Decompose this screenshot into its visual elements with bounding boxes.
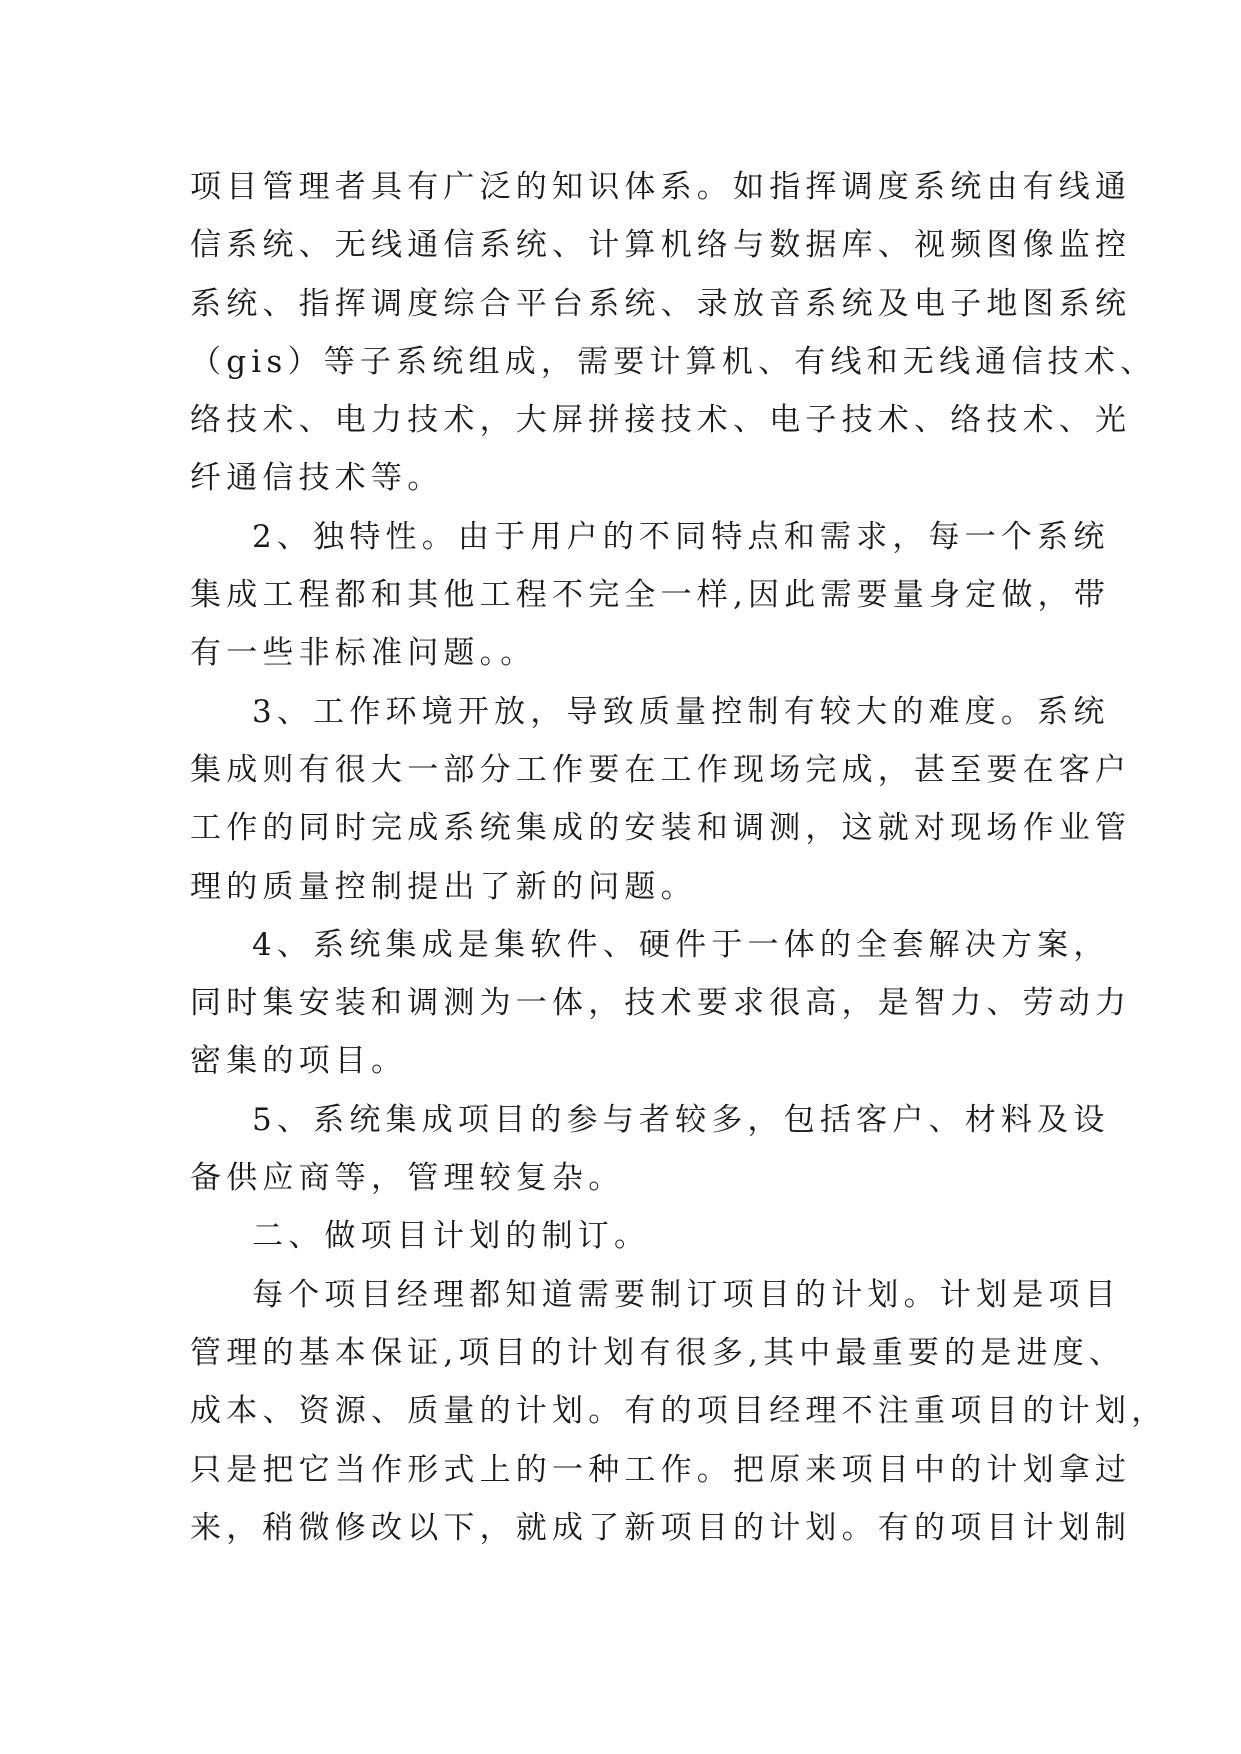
text-line: 络技术、电力技术，大屏拼接技术、电子技术、络技术、光 — [190, 402, 1132, 439]
text-line: 理的质量控制提出了新的问题。 — [190, 868, 697, 905]
text-line: 4、系统集成是集软件、硬件于一体的全套解决方案， — [252, 926, 1110, 963]
text-line: 项目管理者具有广泛的知识体系。如指挥调度系统由有线通 — [190, 169, 1132, 205]
document-body — [190, 158, 1168, 1557]
text-line: 集成则有很大一部分工作要在工作现场完成，甚至要在客户 — [190, 751, 1132, 788]
text-line: 有一些非标准问题。。 — [190, 635, 537, 672]
text-line: 3、工作环境开放，导致质量控制有较大的难度。系统 — [252, 693, 1110, 730]
text-line: 二、做项目计划的制订。 — [252, 1218, 651, 1255]
text-line: 成本、资源、质量的计划。有的项目经理不注重项目的计划， — [190, 1393, 1168, 1430]
text-line: 系统、指挥调度综合平台系统、录放音系统及电子地图系统 — [190, 285, 1132, 322]
text-line: 信系统、无线通信系统、计算机络与数据库、视频图像监控 — [190, 227, 1132, 264]
text-line: 2、独特性。由于用户的不同特点和需求，每一个系统 — [252, 518, 1110, 555]
text-line: 密集的项目。 — [190, 1043, 408, 1080]
text-line: 集成工程都和其他工程不完全一样,因此需要量身定做，带 — [190, 577, 1111, 614]
text-line: 工作的同时完成系统集成的安装和调测，这就对现场作业管 — [190, 810, 1132, 847]
text-line: 同时集安装和调测为一体，技术要求很高，是智力、劳动力 — [190, 985, 1132, 1022]
text-line: 管理的基本保证,项目的计划有很多,其中最重要的是进度、 — [190, 1334, 1126, 1371]
text-line: 5、系统集成项目的参与者较多，包括客户、材料及设 — [252, 1101, 1110, 1138]
text-line: 来，稍微修改以下，就成了新项目的计划。有的项目计划制 — [190, 1509, 1132, 1546]
text-line: 只是把它当作形式上的一种工作。把原来项目中的计划拿过 — [190, 1451, 1132, 1488]
text-line: 每个项目经理都知道需要制订项目的计划。计划是项目 — [252, 1276, 1121, 1313]
text-line: （gis）等子系统组成，需要计算机、有线和无线通信技术、 — [190, 343, 1157, 380]
text-line: 备供应商等，管理较复杂。 — [190, 1160, 625, 1197]
text-line: 纤通信技术等。 — [190, 460, 444, 497]
